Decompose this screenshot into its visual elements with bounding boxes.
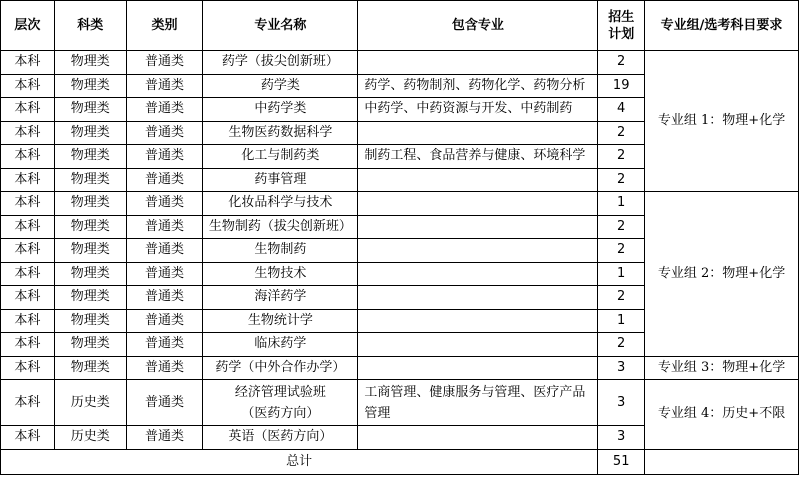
cell-category: 普通类: [126, 121, 203, 145]
cell-included: 制药工程、食品营养与健康、环境科学: [358, 145, 598, 169]
cell-subject: 物理类: [54, 215, 126, 239]
cell-subject: 物理类: [54, 51, 126, 75]
header-subject: 科类: [54, 1, 126, 51]
group-4-requirement: 专业组 4：历史+不限: [645, 380, 799, 450]
table-row: [1, 192, 799, 216]
cell-level: 本科: [1, 192, 55, 216]
cell-category: 普通类: [126, 262, 203, 286]
cell-category: 普通类: [126, 98, 203, 122]
cell-level: 本科: [1, 121, 55, 145]
table-row: [1, 356, 799, 380]
cell-major: 临床药学: [203, 333, 358, 357]
cell-major: 生物制药（拔尖创新班）: [203, 215, 358, 239]
cell-level: 本科: [1, 380, 55, 426]
cell-major: 药事管理: [203, 168, 358, 192]
cell-level: 本科: [1, 145, 55, 169]
header-category: 类别: [126, 1, 203, 51]
cell-major-line1: 经济管理试验班: [234, 384, 326, 400]
cell-subject: 物理类: [54, 356, 126, 380]
cell-level: 本科: [1, 239, 55, 263]
cell-level: 本科: [1, 74, 55, 98]
header-group: 专业组/选考科目要求: [645, 1, 799, 51]
cell-included: [358, 333, 598, 357]
cell-subject: 物理类: [54, 309, 126, 333]
cell-included: [358, 121, 598, 145]
cell-level: 本科: [1, 98, 55, 122]
cell-category: 普通类: [126, 380, 203, 426]
cell-category: 普通类: [126, 426, 203, 450]
cell-plan: 2: [598, 215, 645, 239]
cell-level: 本科: [1, 356, 55, 380]
header-major: 专业名称: [203, 1, 358, 51]
total-row: [1, 449, 799, 474]
cell-included: [358, 309, 598, 333]
cell-category: 普通类: [126, 286, 203, 310]
cell-included: 中药学、中药资源与开发、中药制药: [358, 98, 598, 122]
cell-plan: 2: [598, 333, 645, 357]
cell-included: [358, 286, 598, 310]
cell-plan: 2: [598, 121, 645, 145]
cell-category: 普通类: [126, 168, 203, 192]
cell-plan: 19: [598, 74, 645, 98]
table-row: [1, 51, 799, 75]
total-empty-cell: [645, 449, 799, 474]
cell-major: 生物技术: [203, 262, 358, 286]
cell-category: 普通类: [126, 356, 203, 380]
cell-plan: 2: [598, 51, 645, 75]
cell-major-line2: （医药方向）: [241, 405, 320, 421]
cell-level: 本科: [1, 286, 55, 310]
cell-included: [358, 168, 598, 192]
cell-major: [203, 380, 358, 426]
cell-level: 本科: [1, 215, 55, 239]
cell-subject: 物理类: [54, 145, 126, 169]
cell-plan: 3: [598, 356, 645, 380]
cell-included: 工商管理、健康服务与管理、医疗产品管理: [358, 380, 598, 426]
cell-subject: 物理类: [54, 74, 126, 98]
header-plan-line2: 计划: [608, 26, 635, 42]
cell-level: 本科: [1, 51, 55, 75]
cell-plan: 2: [598, 239, 645, 263]
cell-category: 普通类: [126, 309, 203, 333]
cell-subject: 物理类: [54, 168, 126, 192]
cell-level: 本科: [1, 333, 55, 357]
cell-category: 普通类: [126, 74, 203, 98]
cell-included: [358, 426, 598, 450]
cell-subject: 物理类: [54, 239, 126, 263]
cell-level: 本科: [1, 168, 55, 192]
cell-category: 普通类: [126, 239, 203, 263]
cell-subject: 历史类: [54, 426, 126, 450]
header-plan-line1: 招生: [608, 9, 635, 25]
cell-major: 化工与制药类: [203, 145, 358, 169]
cell-plan: 1: [598, 262, 645, 286]
cell-included: [358, 356, 598, 380]
cell-major: 生物医药数据科学: [203, 121, 358, 145]
cell-major: 化妆品科学与技术: [203, 192, 358, 216]
cell-plan: 2: [598, 286, 645, 310]
cell-category: 普通类: [126, 215, 203, 239]
cell-subject: 物理类: [54, 286, 126, 310]
header-level: 层次: [1, 1, 55, 51]
cell-included: [358, 239, 598, 263]
cell-major: 生物统计学: [203, 309, 358, 333]
cell-major: 中药学类: [203, 98, 358, 122]
cell-included: [358, 51, 598, 75]
cell-major: 海洋药学: [203, 286, 358, 310]
header-plan: [598, 1, 645, 51]
cell-category: 普通类: [126, 145, 203, 169]
group-2-requirement: 专业组 2：物理+化学: [645, 192, 799, 357]
header-included: 包含专业: [358, 1, 598, 51]
cell-plan: 2: [598, 145, 645, 169]
cell-plan: 1: [598, 192, 645, 216]
cell-level: 本科: [1, 262, 55, 286]
group-1-requirement: 专业组 1：物理+化学: [645, 51, 799, 192]
cell-plan: 1: [598, 309, 645, 333]
cell-subject: 物理类: [54, 98, 126, 122]
cell-plan: 3: [598, 380, 645, 426]
cell-included: [358, 262, 598, 286]
cell-plan: 4: [598, 98, 645, 122]
cell-subject: 物理类: [54, 333, 126, 357]
cell-plan: 2: [598, 168, 645, 192]
cell-included: [358, 215, 598, 239]
cell-included: 药学、药物制剂、药物化学、药物分析: [358, 74, 598, 98]
cell-level: 本科: [1, 309, 55, 333]
cell-included: [358, 192, 598, 216]
cell-major: 生物制药: [203, 239, 358, 263]
cell-major: 药学（拔尖创新班）: [203, 51, 358, 75]
cell-category: 普通类: [126, 192, 203, 216]
header-row: [1, 1, 799, 51]
cell-subject: 物理类: [54, 121, 126, 145]
cell-subject: 物理类: [54, 262, 126, 286]
total-value: 51: [598, 449, 645, 474]
cell-category: 普通类: [126, 333, 203, 357]
cell-plan: 3: [598, 426, 645, 450]
group-3-requirement: 专业组 3：物理+化学: [645, 356, 799, 380]
cell-level: 本科: [1, 426, 55, 450]
cell-major: 英语（医药方向）: [203, 426, 358, 450]
table-row: [1, 380, 799, 426]
cell-major: 药学类: [203, 74, 358, 98]
cell-subject: 物理类: [54, 192, 126, 216]
cell-major: 药学（中外合作办学）: [203, 356, 358, 380]
cell-category: 普通类: [126, 51, 203, 75]
cell-subject: 历史类: [54, 380, 126, 426]
total-label: 总计: [1, 449, 598, 474]
